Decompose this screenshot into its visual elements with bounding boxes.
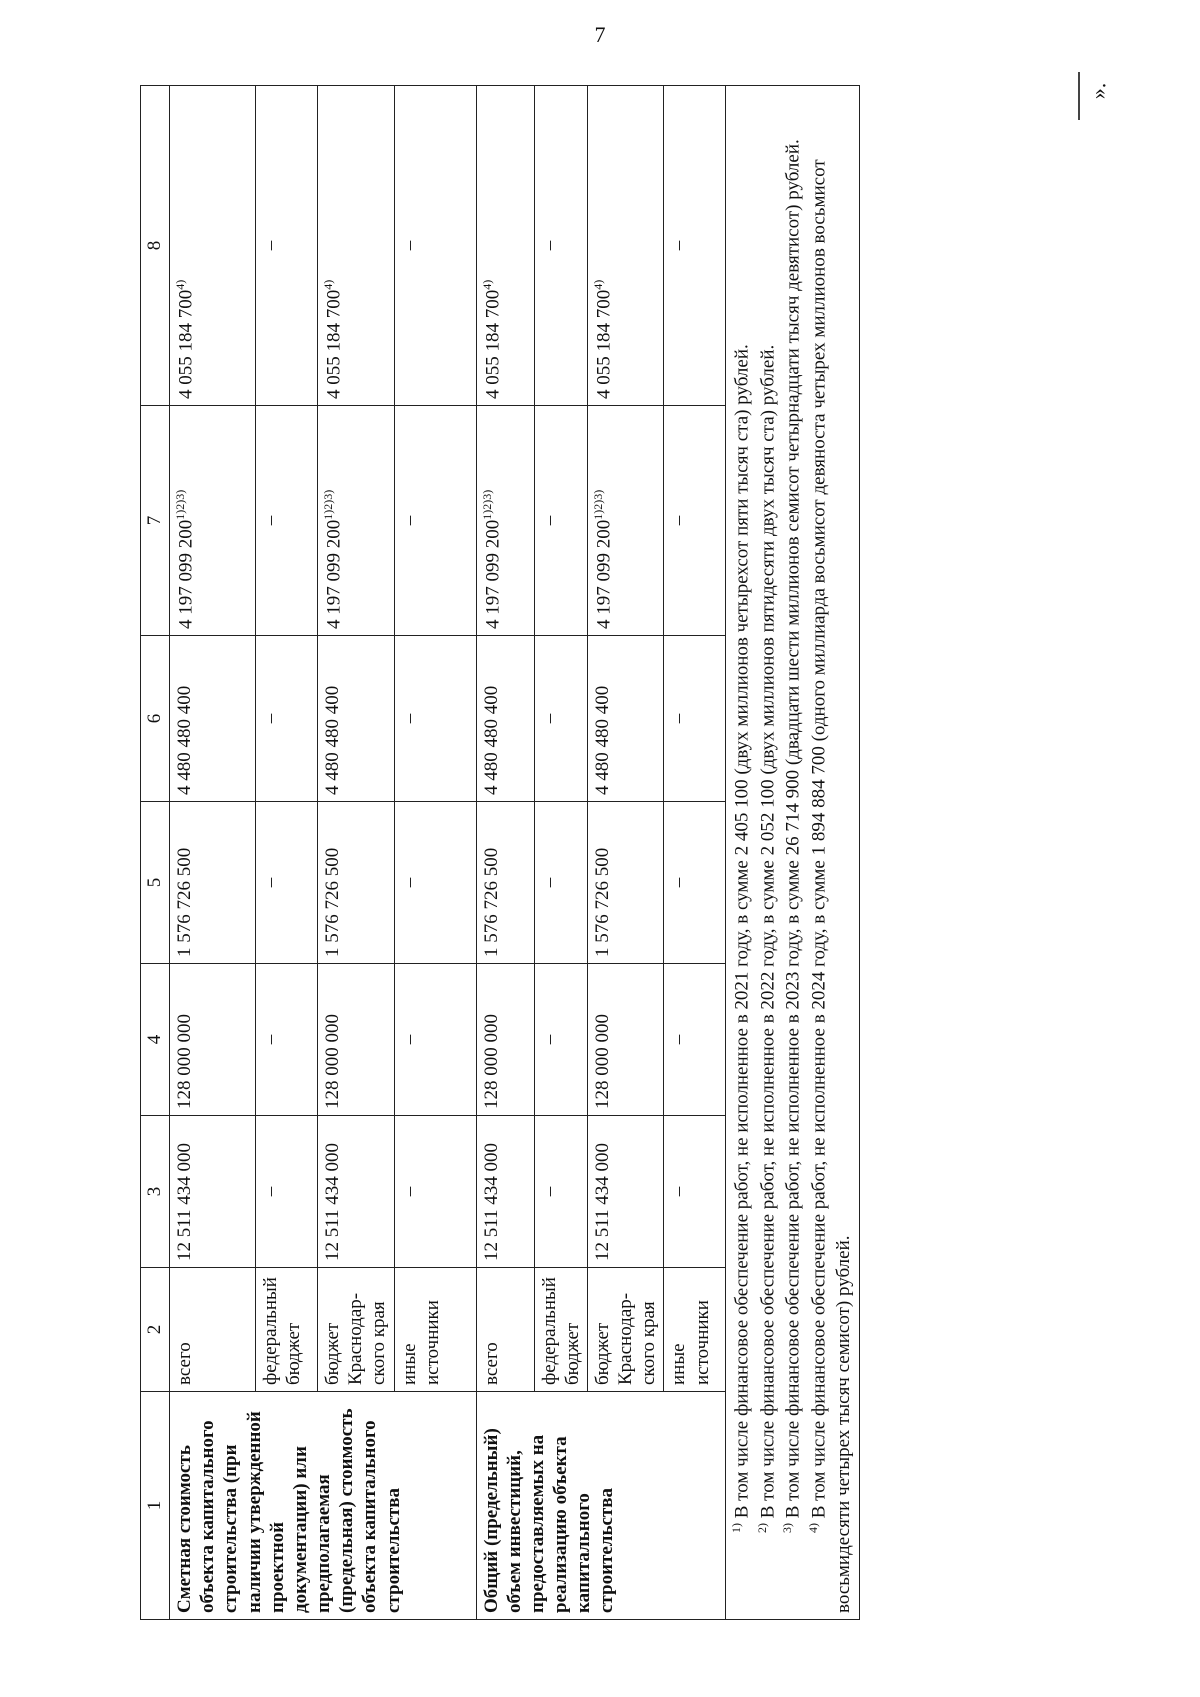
amount-value: – — [538, 515, 560, 526]
amount-cell-col-7 — [256, 406, 318, 636]
amount-cell-col-5 — [394, 802, 476, 964]
amount-cell-col-4 — [587, 964, 664, 1116]
amount-cell-col-3 — [587, 1116, 664, 1268]
amount-cell-col-5 — [170, 802, 256, 964]
financing-table — [140, 85, 860, 1620]
funding-source: бюджет Краснодар-ского края — [318, 1268, 395, 1392]
amount-cell-col-6 — [318, 636, 395, 802]
amount-value: 4 480 480 400 — [174, 685, 195, 795]
footnote-mark: 2) — [754, 1523, 769, 1533]
amount-value: – — [538, 240, 560, 251]
col-header-4: 4 — [141, 964, 170, 1116]
amount-cell-col-6 — [587, 636, 664, 802]
footnote-text: В том числе финансовое обеспечение работ, не исполненное в 2021 году, в сумме 2 405 100 (двух миллионов четырехсот пяти тысяч ста) рублей. — [731, 344, 753, 1519]
amount-cell-col-7 — [318, 406, 395, 636]
closing-quote-mark-line — [1078, 72, 1080, 120]
amount-value: 4 197 099 200 — [593, 519, 615, 629]
amount-value: 4 055 184 700 — [481, 289, 503, 399]
footnote-reference: 4) — [173, 279, 187, 290]
amount-value: – — [260, 515, 281, 526]
amount-cell-col-6 — [170, 636, 256, 802]
col-header-1: 1 — [141, 1392, 170, 1620]
footnote — [729, 92, 754, 1613]
table-row — [534, 86, 587, 1620]
table-row — [256, 86, 318, 1620]
amount-value: 4 055 184 700 — [593, 289, 615, 399]
amount-cell-col-7 — [170, 406, 256, 636]
amount-cell-col-3 — [394, 1116, 476, 1268]
table-row — [664, 86, 726, 1620]
table-row — [476, 86, 534, 1620]
col-header-7: 7 — [141, 406, 170, 636]
table-body — [170, 86, 726, 1620]
amount-cell-col-3 — [664, 1116, 726, 1268]
amount-cell-col-8 — [534, 86, 587, 406]
amount-value: – — [668, 713, 690, 724]
amount-value: – — [260, 713, 281, 724]
footnote-mark: 3) — [780, 1523, 795, 1533]
table-row — [318, 86, 395, 1620]
amount-cell-col-5 — [476, 802, 534, 964]
amount-cell-col-7 — [534, 406, 587, 636]
amount-cell-col-7 — [664, 406, 726, 636]
amount-value: – — [398, 1186, 420, 1197]
amount-value: 1 576 726 500 — [174, 847, 195, 957]
table-row — [170, 86, 256, 1620]
amount-cell-col-4 — [476, 964, 534, 1116]
amount-cell-col-8 — [170, 86, 256, 406]
col-header-8: 8 — [141, 86, 170, 406]
footnotes-row — [726, 86, 860, 1620]
amount-value: – — [398, 240, 420, 251]
footnote-reference: 1)2)3) — [321, 489, 335, 520]
amount-value: 128 000 000 — [591, 1014, 613, 1109]
amount-value: – — [668, 1186, 690, 1197]
amount-value: 1 576 726 500 — [480, 847, 502, 957]
col-header-5: 5 — [141, 802, 170, 964]
amount-cell-col-3 — [170, 1116, 256, 1268]
amount-value: 128 000 000 — [480, 1014, 502, 1109]
amount-cell-col-5 — [664, 802, 726, 964]
amount-value: – — [260, 877, 281, 888]
amount-cell-col-8 — [318, 86, 395, 406]
amount-value: – — [538, 1186, 560, 1197]
amount-value: – — [668, 877, 690, 888]
amount-cell-col-7 — [476, 406, 534, 636]
footnote-text: В том числе финансовое обеспечение работ, не исполненное в 2022 году, в сумме 2 052 100 (двух миллионов пятидесяти двух тысяч ста) рублей. — [757, 344, 779, 1519]
amount-cell-col-4 — [534, 964, 587, 1116]
footnote-mark: 4) — [805, 1523, 820, 1533]
amount-value: 4 197 099 200 — [175, 519, 197, 629]
col-header-2: 2 — [141, 1268, 170, 1392]
amount-cell-col-4 — [318, 964, 395, 1116]
amount-value: 12 511 434 000 — [322, 1142, 343, 1261]
amount-value: 12 511 434 000 — [480, 1142, 502, 1261]
footnote-text: В том числе финансовое обеспечение работ, не исполненное в 2024 году, в сумме 1 894 884 700 (одного миллиарда восьмисот девяноста четырех миллионов восьмисот восьмидесяти четырех тысяч семисот) рублей. — [807, 159, 854, 1613]
amount-value: – — [260, 1186, 281, 1197]
amount-value: 128 000 000 — [322, 1014, 343, 1109]
amount-value: 128 000 000 — [174, 1014, 195, 1109]
amount-cell-col-5 — [534, 802, 587, 964]
footnote-reference: 4) — [479, 279, 494, 290]
table-row — [394, 86, 476, 1620]
amount-value: 4 197 099 200 — [481, 519, 503, 629]
amount-value: 1 576 726 500 — [591, 847, 613, 957]
footnote-reference: 1)2)3) — [479, 489, 494, 520]
amount-cell-col-6 — [476, 636, 534, 802]
amount-value: – — [538, 877, 560, 888]
footnote-reference: 4) — [321, 279, 335, 290]
amount-cell-col-4 — [394, 964, 476, 1116]
amount-cell-col-4 — [664, 964, 726, 1116]
amount-value: – — [398, 713, 420, 724]
amount-cell-col-5 — [256, 802, 318, 964]
indicator-name: Сметная стоимость объекта капитального строительства (при наличии утвержденной проектной документации) или предполагаемая (предельная) стоимость объекта капитального строительства — [170, 1392, 477, 1620]
amount-value: 4 480 480 400 — [480, 685, 502, 795]
amount-cell-col-3 — [534, 1116, 587, 1268]
amount-cell-col-8 — [476, 86, 534, 406]
amount-value: – — [260, 240, 281, 251]
footnote-reference: 4) — [590, 279, 605, 290]
rotated-table-sheet — [140, 120, 1060, 1620]
page-number: 7 — [594, 22, 606, 47]
amount-value: 1 576 726 500 — [322, 847, 343, 957]
col-header-3: 3 — [141, 1116, 170, 1268]
amount-cell-col-5 — [318, 802, 395, 964]
funding-source: всего — [476, 1268, 534, 1392]
amount-value: – — [668, 1034, 690, 1045]
amount-cell-col-5 — [587, 802, 664, 964]
closing-quote-mark: ». — [1085, 82, 1111, 100]
amount-value: 4 055 184 700 — [323, 289, 345, 399]
footnotes — [726, 86, 860, 1620]
amount-value: – — [260, 1034, 281, 1045]
funding-source: всего — [170, 1268, 256, 1392]
amount-value: 12 511 434 000 — [591, 1142, 613, 1261]
amount-cell-col-7 — [394, 406, 476, 636]
amount-value: – — [538, 713, 560, 724]
amount-cell-col-7 — [587, 406, 664, 636]
footnote-reference: 1)2)3) — [590, 489, 605, 520]
amount-value: – — [398, 515, 420, 526]
amount-cell-col-6 — [256, 636, 318, 802]
funding-source: иные источники — [394, 1268, 476, 1392]
funding-source: федеральный бюджет — [534, 1268, 587, 1392]
amount-value: – — [398, 1034, 420, 1045]
amount-cell-col-4 — [170, 964, 256, 1116]
header-row — [141, 86, 170, 1620]
funding-source: иные источники — [664, 1268, 726, 1392]
funding-source: бюджет Краснодар-ского края — [587, 1268, 664, 1392]
amount-value: – — [538, 1034, 560, 1045]
amount-cell-col-8 — [664, 86, 726, 406]
amount-cell-col-8 — [587, 86, 664, 406]
amount-cell-col-3 — [318, 1116, 395, 1268]
amount-value: 4 480 480 400 — [591, 685, 613, 795]
amount-value: 4 480 480 400 — [322, 685, 343, 795]
amount-value: 4 197 099 200 — [323, 519, 345, 629]
amount-cell-col-6 — [664, 636, 726, 802]
amount-cell-col-8 — [394, 86, 476, 406]
table-row — [587, 86, 664, 1620]
amount-cell-col-8 — [256, 86, 318, 406]
footnote — [755, 92, 780, 1613]
footnote — [780, 92, 805, 1613]
amount-cell-col-6 — [534, 636, 587, 802]
footnote-reference: 1)2)3) — [173, 489, 187, 520]
funding-source: федеральный бюджет — [256, 1268, 318, 1392]
footnote-text: В том числе финансовое обеспечение работ, не исполненное в 2023 году, в сумме 26 714 900 (двадцати шести миллионов семисот четырнадцати тысяч девятисот) рублей. — [782, 139, 804, 1519]
amount-value: – — [398, 877, 420, 888]
amount-cell-col-3 — [476, 1116, 534, 1268]
footnote-mark: 1) — [729, 1523, 744, 1533]
amount-cell-col-3 — [256, 1116, 318, 1268]
amount-value: – — [668, 240, 690, 251]
footnote — [806, 92, 856, 1613]
amount-value: 4 055 184 700 — [175, 289, 197, 399]
col-header-6: 6 — [141, 636, 170, 802]
indicator-name: Общий (предельный) объем инвестиций, предоставляемых на реализацию объекта капитального строительства — [476, 1392, 726, 1620]
amount-cell-col-4 — [256, 964, 318, 1116]
amount-value: 12 511 434 000 — [174, 1142, 195, 1261]
amount-cell-col-6 — [394, 636, 476, 802]
amount-value: – — [668, 515, 690, 526]
